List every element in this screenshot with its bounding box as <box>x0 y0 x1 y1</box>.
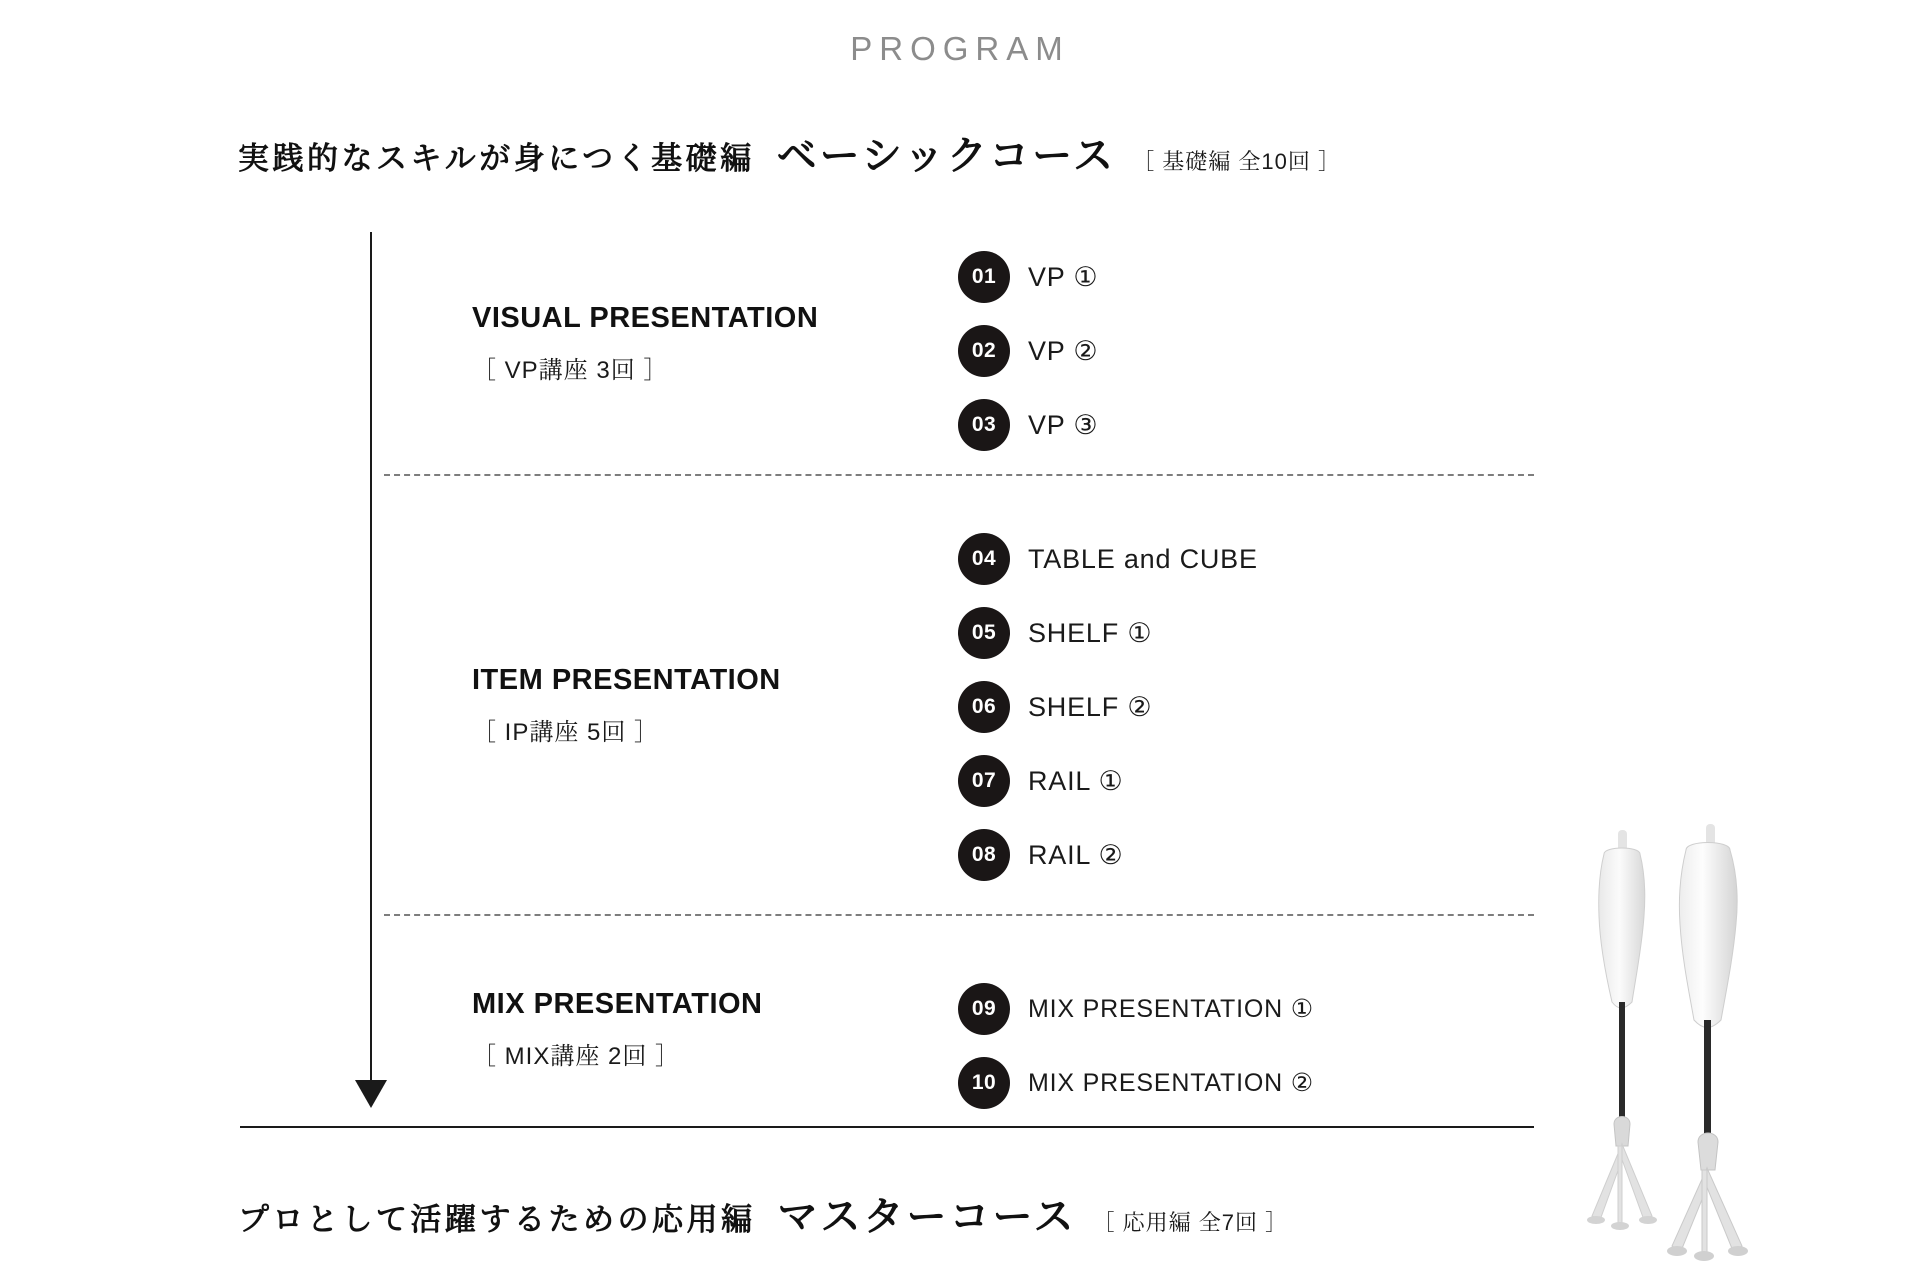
master-course-name: マスターコース <box>777 1195 1077 1239</box>
lesson-label: VP ③ <box>1028 409 1099 440</box>
lesson-label: TABLE and CUBE <box>1028 543 1258 574</box>
lesson-label: RAIL ② <box>1028 839 1124 870</box>
list-item <box>958 314 1098 388</box>
lesson-number-badge: 03 <box>958 399 1010 451</box>
list-item <box>958 1046 1314 1120</box>
lesson-number-badge: 01 <box>958 251 1010 303</box>
list-item <box>958 972 1314 1046</box>
lesson-label: MIX PRESENTATION ① <box>1028 995 1314 1023</box>
list-item <box>958 522 1258 596</box>
lesson-label: MIX PRESENTATION ② <box>1028 1069 1314 1097</box>
mannequin-illustration <box>1574 824 1824 1264</box>
lesson-number-badge: 04 <box>958 533 1010 585</box>
lesson-label: RAIL ① <box>1028 765 1124 796</box>
section-title: MIX PRESENTATION <box>472 988 763 1020</box>
lesson-list <box>958 972 1314 1120</box>
section-title: VISUAL PRESENTATION <box>472 302 819 334</box>
lesson-number-badge: 09 <box>958 983 1010 1035</box>
lesson-number-badge: 06 <box>958 681 1010 733</box>
list-item <box>958 818 1258 892</box>
lesson-label: VP ② <box>1028 335 1099 366</box>
lesson-label: SHELF ② <box>1028 691 1153 722</box>
lesson-list <box>958 522 1258 892</box>
basic-course-name: ベーシックコース <box>776 134 1117 178</box>
section-separator-rule <box>240 1126 1534 1128</box>
basic-course-note: ［ 基礎編 全10回 ］ <box>1132 149 1341 174</box>
lesson-label: SHELF ① <box>1028 617 1153 648</box>
lesson-number-badge: 05 <box>958 607 1010 659</box>
lesson-number-badge: 02 <box>958 325 1010 377</box>
list-item <box>958 240 1098 314</box>
section-title: ITEM PRESENTATION <box>472 664 781 696</box>
list-item <box>958 744 1258 818</box>
section-subtitle: ［ VP講座 3回 ］ <box>472 357 669 384</box>
flow-arrow-head-icon <box>355 1080 387 1108</box>
section-divider <box>384 914 1534 916</box>
list-item <box>958 670 1258 744</box>
master-course-heading <box>238 1185 1288 1242</box>
lesson-list <box>958 240 1098 462</box>
list-item <box>958 388 1098 462</box>
master-course-note: ［ 応用編 全7回 ］ <box>1092 1210 1289 1235</box>
lesson-label: VP ① <box>1028 261 1099 292</box>
master-course-lead: プロとして活躍するための応用編 <box>238 1202 756 1237</box>
lesson-number-badge: 07 <box>958 755 1010 807</box>
page-title: PROGRAM <box>850 30 1070 67</box>
flow-arrow-line <box>370 232 372 1094</box>
section-divider <box>384 474 1534 476</box>
section-subtitle: ［ MIX講座 2回 ］ <box>472 1043 681 1070</box>
basic-course-lead: 実践的なスキルが身につく基礎編 <box>238 141 755 176</box>
lesson-number-badge: 08 <box>958 829 1010 881</box>
basic-course-heading <box>238 124 1341 181</box>
lesson-number-badge: 10 <box>958 1057 1010 1109</box>
section-subtitle: ［ IP講座 5回 ］ <box>472 719 660 746</box>
list-item <box>958 596 1258 670</box>
